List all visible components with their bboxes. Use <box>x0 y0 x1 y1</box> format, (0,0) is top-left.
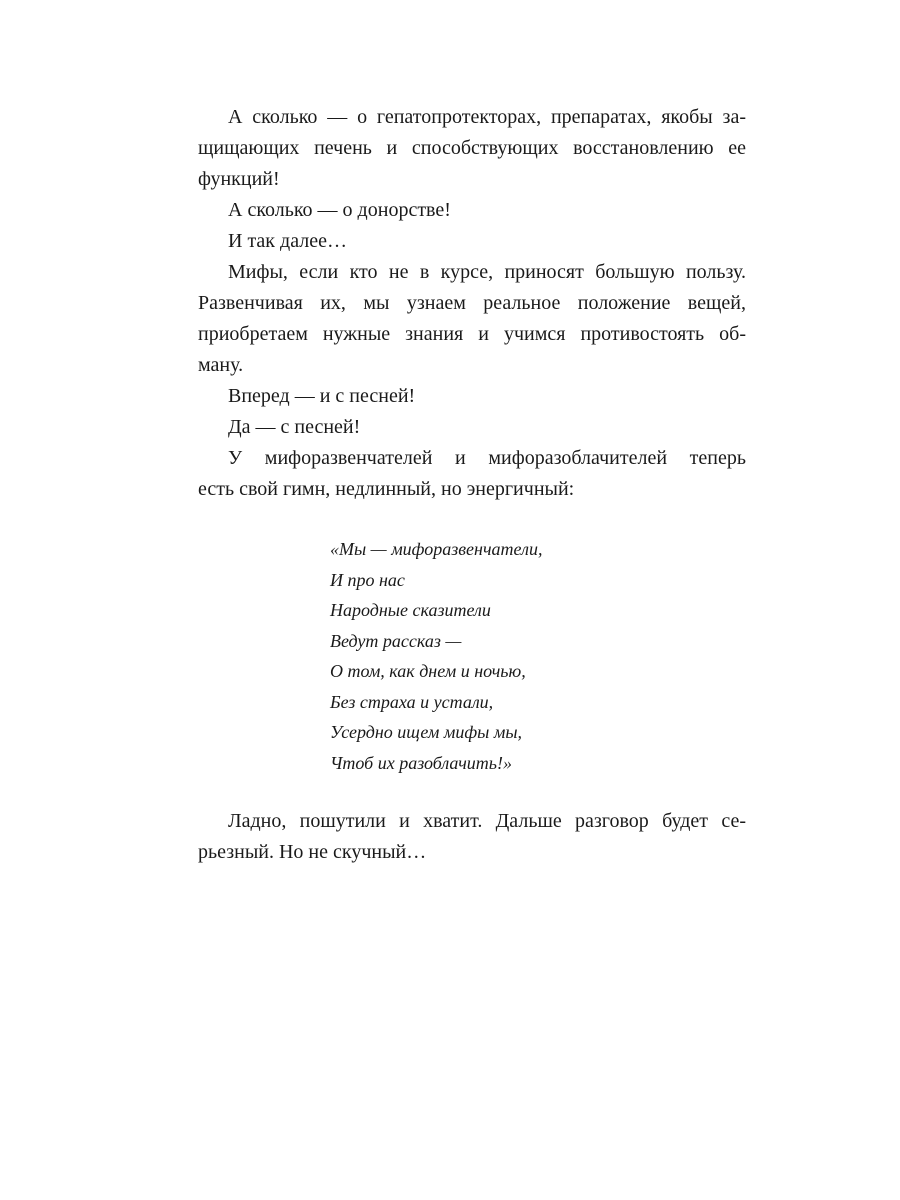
text-line: есть свой гимн, недлинный, но энергичный: <box>198 478 575 500</box>
text-line: И так далее… <box>228 230 347 252</box>
text-line: функций! <box>198 168 280 190</box>
text-line: А сколько — о гепатопротекторах, препаратах, якобы за- <box>228 106 746 128</box>
text-line: рьезный. Но не скучный… <box>198 841 427 863</box>
poem-line: Народные сказители <box>330 600 491 620</box>
paragraph-myths <box>198 257 746 381</box>
poem-line: «Мы — мифоразвенчатели, <box>330 539 543 559</box>
paragraph-forward <box>198 381 746 412</box>
poem-anthem <box>330 534 730 778</box>
poem-line: Чтоб их разоблачить!» <box>330 752 512 773</box>
text-line: Мифы, если кто не в курсе, приносят большую пользу. <box>228 261 746 283</box>
poem-line: О том, как днем и ночью, <box>330 661 526 681</box>
paragraph-and-so-on <box>198 226 746 257</box>
poem-line: Ведут рассказ — <box>330 630 462 651</box>
text-line: Ладно, пошутили и хватит. Дальше разговор будет се- <box>228 810 746 832</box>
paragraph-hepatoprotectors <box>198 102 746 195</box>
text-line: Вперед — и с песней! <box>228 385 416 407</box>
paragraph-closing <box>198 806 746 868</box>
text-line: щищающих печень и способствующих восстановлению ее <box>198 137 746 159</box>
poem-line: Усердно ищем мифы мы, <box>330 722 523 742</box>
text-line: Да — с песней! <box>228 416 361 438</box>
body-text <box>198 102 746 505</box>
poem-line: И про нас <box>330 569 405 590</box>
paragraph-donorship <box>198 195 746 226</box>
poem-line: Без страха и устали, <box>330 691 494 712</box>
text-line: приобретаем нужные знания и учимся противостоять об- <box>198 323 746 345</box>
text-line: У мифоразвенчателей и мифоразоблачителей теперь <box>228 447 746 469</box>
text-line: ману. <box>198 354 244 376</box>
paragraph-yes-with-song <box>198 412 746 443</box>
text-line: Развенчивая их, мы узнаем реальное положение вещей, <box>198 292 746 314</box>
text-line: А сколько — о донорстве! <box>228 199 451 221</box>
paragraph-anthem-intro <box>198 443 746 505</box>
